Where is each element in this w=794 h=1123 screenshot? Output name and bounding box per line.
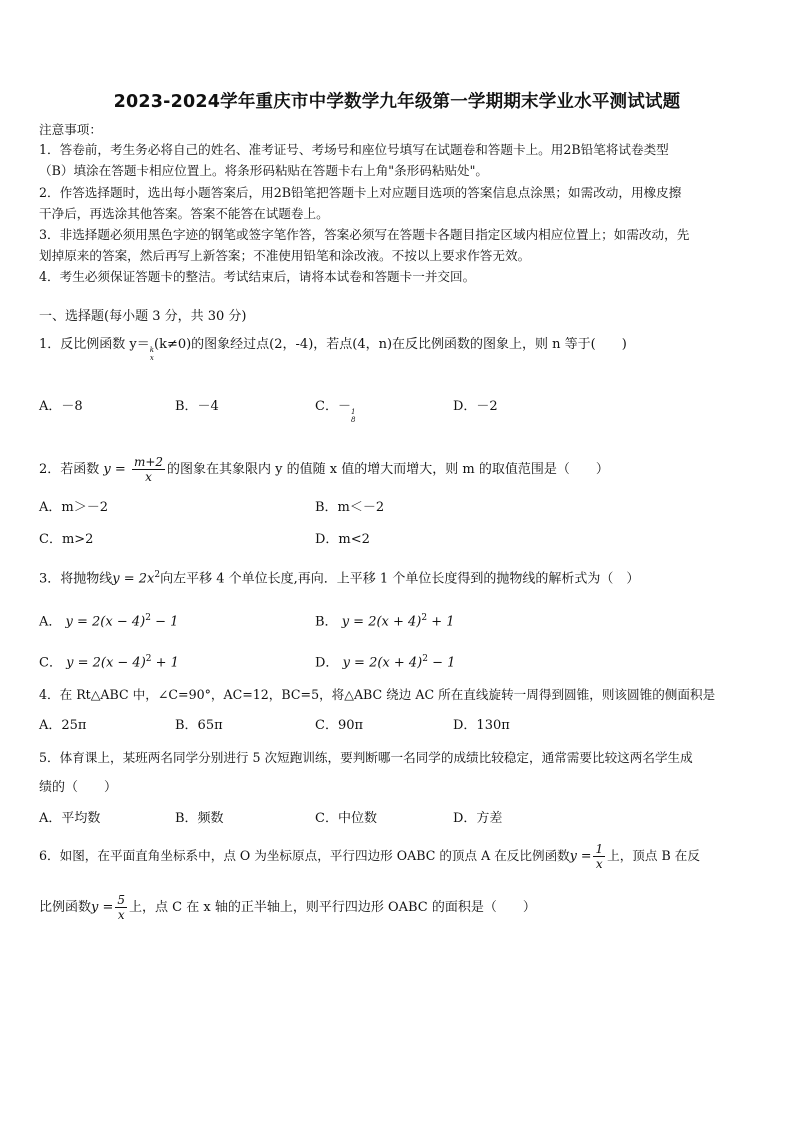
- question-5-line-2: 绩的（ ）: [39, 780, 118, 795]
- question-2: [39, 454, 609, 486]
- q6-f1-y: y =: [569, 848, 592, 863]
- q3-option-d-exp: 2: [422, 654, 428, 664]
- q2-frac-num: m+2: [133, 455, 164, 469]
- q1-frac-den: x: [149, 354, 154, 362]
- q3-option-a-tail: − 1: [150, 614, 179, 630]
- q3-option-a-exp: 2: [145, 613, 151, 623]
- q3-option-c[interactable]: [39, 650, 179, 672]
- q1-option-a[interactable]: A．－8: [39, 399, 83, 414]
- q5-option-a[interactable]: A．平均数: [39, 811, 101, 826]
- question-3: [39, 566, 639, 588]
- q3-option-b-exp: 2: [421, 613, 428, 623]
- q3-prefix: 3．将抛物线: [39, 571, 113, 587]
- q1-option-d[interactable]: D．－2: [453, 399, 498, 414]
- q6-f2-den: x: [117, 908, 125, 922]
- q4-option-d[interactable]: D．130π: [453, 718, 510, 733]
- notes-line-3: 2．作答选择题时，选出每小题答案后，用2B铅笔把答题卡上对应题目选项的答案信息点涂黑；如需改动，用橡皮擦: [39, 185, 682, 200]
- q3-option-c-expr: y = 2(x − 4): [66, 655, 146, 671]
- q3-option-d[interactable]: [315, 650, 455, 672]
- q2-frac-den: x: [145, 470, 152, 484]
- q6-line2-suffix: 上，点 C 在 x 轴的正半轴上，则平行四边形 OABC 的面积是（ ）: [129, 900, 536, 915]
- q3-option-c-exp: 2: [145, 654, 152, 664]
- notes-line-2: （B）填涂在答题卡相应位置上。将条形码粘贴在答题卡右上角"条形码粘贴处"。: [39, 163, 489, 178]
- q5-option-b[interactable]: B．频数: [175, 811, 224, 826]
- q6-f2-num: 5: [117, 893, 126, 907]
- q3-option-d-expr: y = 2(x + 4): [342, 655, 423, 671]
- q6-line1-prefix: 6．如图，在平面直角坐标系中，点 O 为坐标原点，平行四边形 OABC 的顶点 A 在反比例函数: [39, 848, 570, 863]
- q1-c-frac-den: 8: [350, 416, 356, 424]
- notes-line-7: 4．考生必须保证答题卡的整洁。考试结束后，请将本试卷和答题卡一并交回。: [39, 269, 476, 284]
- q6-f1-fraction: [593, 842, 605, 871]
- q2-y: y: [103, 462, 111, 477]
- q4-option-c[interactable]: C．90π: [315, 718, 364, 733]
- q5-option-c[interactable]: C．中位数: [315, 811, 377, 826]
- q2-option-d[interactable]: D．m<2: [315, 532, 370, 547]
- notes-line-1: 1．答卷前，考生务必将自己的姓名、准考证号、考场号和座位号填写在试题卷和答题卡上。用2B铅笔将试卷类型: [39, 142, 669, 157]
- q3-exp: 2: [154, 570, 161, 580]
- q2-option-a[interactable]: A．m＞－2: [39, 500, 108, 515]
- notes-line-5: 3．非选择题必须用黑色字迹的钢笔或签字笔作答，答案必须写在答题卡各题目指定区域内相应位置上；如需改动，先: [39, 227, 690, 242]
- q6-line1-suffix: 上，顶点 B 在反: [607, 848, 700, 863]
- q4-option-a[interactable]: A．25π: [39, 718, 87, 733]
- notes-line-4: 干净后，再选涂其他答案。答案不能答在试题卷上。: [39, 206, 329, 221]
- q3-option-d-label: D．: [315, 655, 339, 671]
- q3-option-c-tail: + 1: [151, 655, 179, 671]
- q2-prefix: 2．若函数: [39, 462, 100, 477]
- q3-option-b[interactable]: [315, 609, 455, 631]
- q6-line2-prefix: 比例函数: [39, 900, 92, 915]
- question-1: [39, 336, 627, 362]
- q3-option-b-expr: y = 2(x + 4): [341, 614, 422, 630]
- q1-prefix: 1．反比例函数 y＝: [39, 337, 150, 352]
- q4-option-b[interactable]: B．65π: [175, 718, 223, 733]
- q2-fraction: [132, 455, 165, 484]
- q3-option-b-tail: + 1: [427, 614, 455, 630]
- q3-suffix: 向左平移 4 个单位长度,再向．上平移 1 个单位长度得到的抛物线的解析式为（ ）: [160, 571, 640, 587]
- q3-option-c-label: C．: [39, 655, 62, 671]
- q1-option-c[interactable]: [315, 398, 355, 424]
- q1-option-c-fraction: [351, 408, 355, 424]
- q1-suffix: (k≠0)的图象经过点(2，-4)，若点(4，n)在反比例函数的图象上，则 n 等于( ): [154, 337, 627, 352]
- q1-c-frac-num: 1: [350, 408, 356, 416]
- q3-option-a-label: A．: [39, 614, 62, 630]
- section-heading: 一、选择题(每小题 3 分，共 30 分): [39, 309, 247, 324]
- q3-option-a[interactable]: [39, 609, 178, 631]
- q2-eq: =: [114, 462, 126, 477]
- question-4: 4．在 Rt△ABC 中，∠C=90°，AC=12，BC=5，将△ABC 绕边 AC 所在直线旋转一周得到圆锥，则该圆锥的侧面积是: [39, 687, 716, 702]
- q2-option-c[interactable]: C．m>2: [39, 532, 94, 547]
- q1-frac-num: k: [149, 346, 154, 354]
- q6-f1-num: 1: [595, 842, 604, 856]
- q6-f2-y: y =: [91, 900, 114, 915]
- question-6-line-1: [39, 840, 700, 872]
- notes-line-6: 划掉原来的答案，然后再写上新答案；不准使用铅笔和涂改液。不按以上要求作答无效。: [39, 248, 531, 263]
- q5-option-d[interactable]: D．方差: [453, 811, 503, 826]
- q2-suffix: 的图象在其象限内 y 的值随 x 值的增大而增大，则 m 的取值范围是（ ）: [167, 462, 609, 477]
- question-5-line-1: 5．体育课上，某班两名同学分别进行 5 次短跑训练，要判断哪一名同学的成绩比较稳定，通常需要比较这两名学生成: [39, 750, 693, 765]
- q3-option-d-tail: − 1: [428, 655, 456, 671]
- q3-option-b-label: B．: [315, 614, 338, 630]
- q2-option-b[interactable]: B．m＜－2: [315, 500, 385, 515]
- q3-option-a-expr: y = 2(x − 4): [65, 614, 146, 630]
- question-6-line-2: [39, 892, 536, 924]
- q6-f2-fraction: [115, 893, 127, 922]
- q3-expr: y = 2x: [112, 571, 155, 587]
- notes-heading: 注意事项：: [39, 122, 102, 137]
- q1-option-b[interactable]: B．－4: [175, 399, 219, 414]
- q1-option-c-label: C．－: [315, 399, 351, 414]
- exam-title: 2023-2024学年重庆市中学数学九年级第一学期期末学业水平测试试题: [113, 92, 681, 112]
- q6-f1-den: x: [595, 857, 603, 871]
